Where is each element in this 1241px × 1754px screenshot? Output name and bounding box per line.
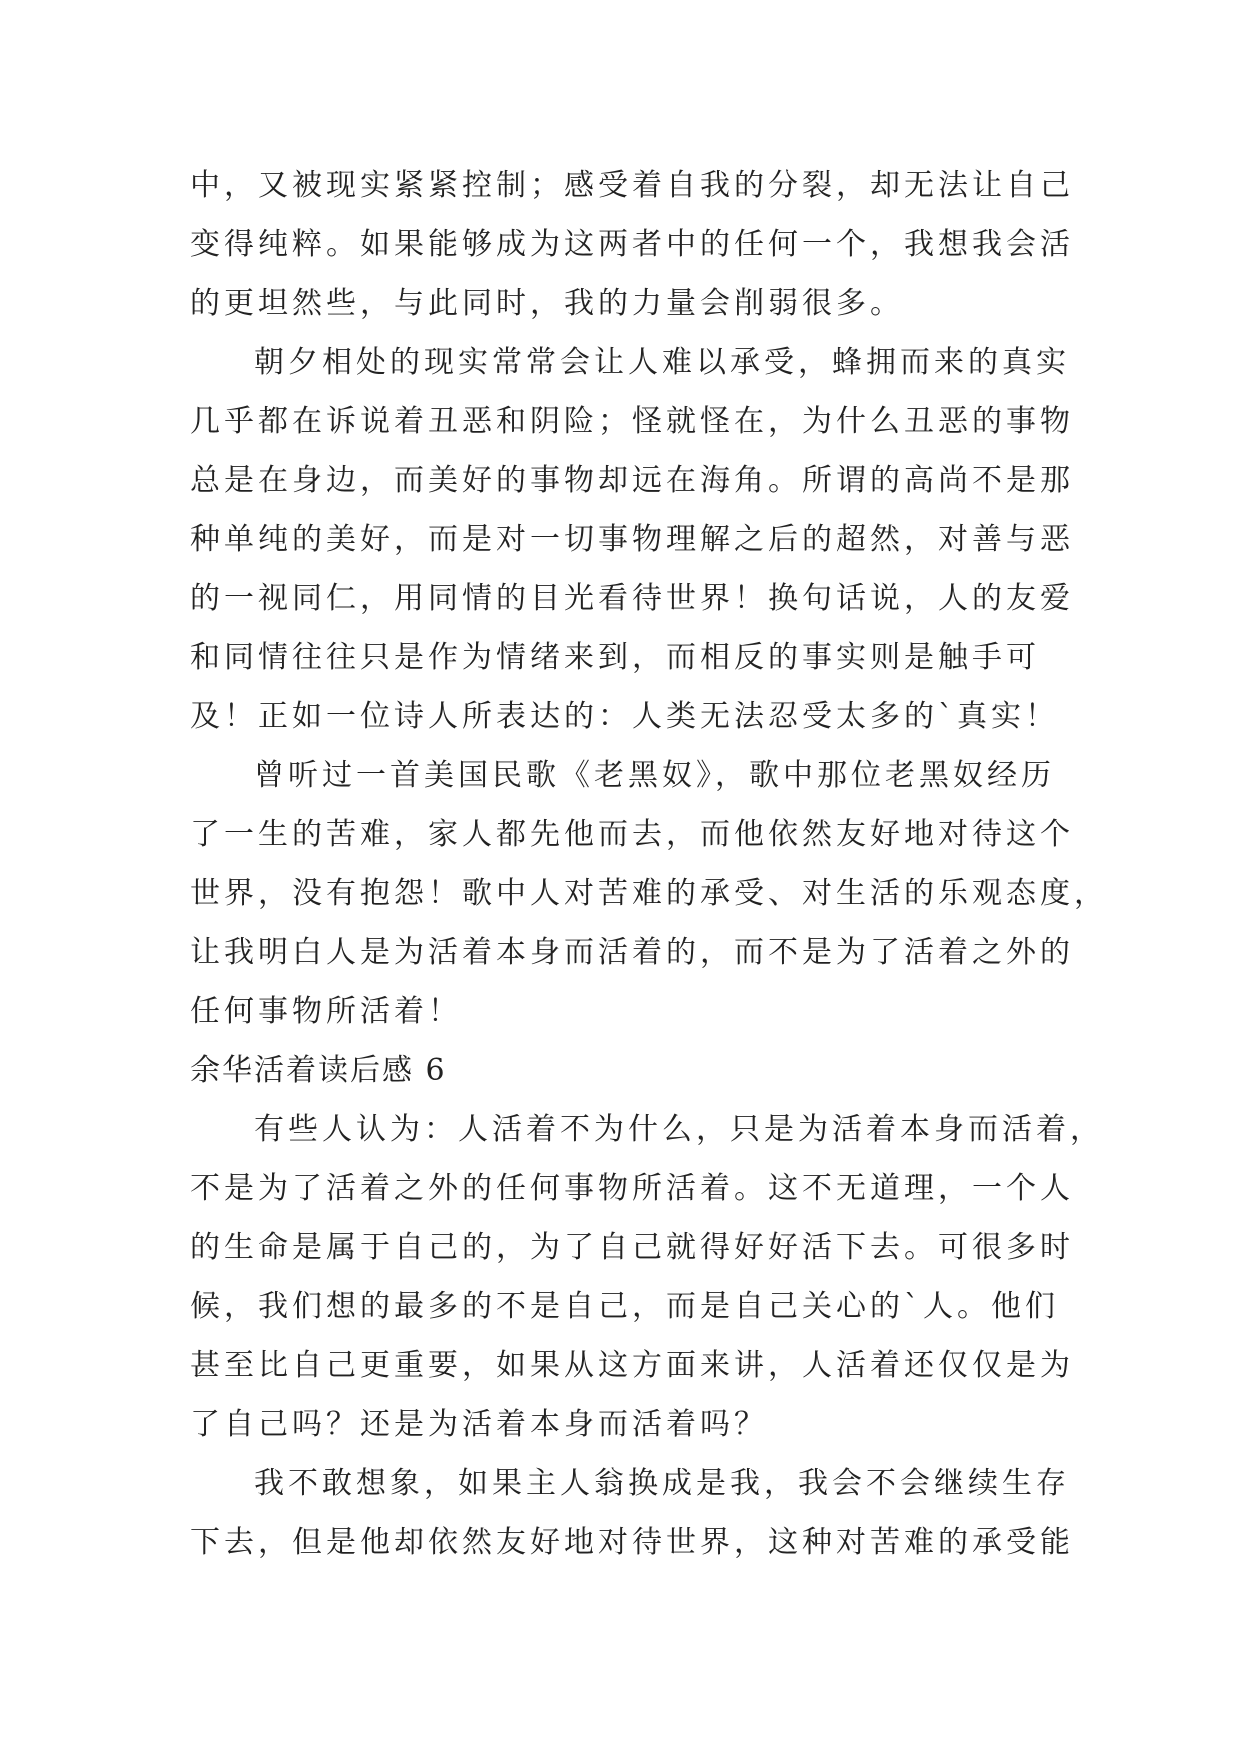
text-line: 变得纯粹。如果能够成为这两者中的任何一个，我想我会活 [190, 227, 1074, 262]
text-line: 让我明白人是为活着本身而活着的，而不是为了活着之外的 [190, 935, 1074, 970]
text-line: 朝夕相处的现实常常会让人难以承受，蜂拥而来的真实 [254, 345, 1070, 380]
text-line: 和同情往往只是作为情绪来到，而相反的事实则是触手可 [190, 640, 1040, 675]
text-line: 的一视同仁，用同情的目光看待世界！换句话说，人的友爱 [190, 581, 1074, 616]
text-line: 世界，没有抱怨！歌中人对苦难的承受、对生活的乐观态度， [190, 876, 1108, 911]
text-line: 总是在身边，而美好的事物却远在海角。所谓的高尚不是那 [190, 463, 1074, 498]
text-line: 种单纯的美好，而是对一切事物理解之后的超然，对善与恶 [190, 522, 1074, 557]
text-line: 的更坦然些，与此同时，我的力量会削弱很多。 [190, 286, 904, 321]
text-line: 不是为了活着之外的任何事物所活着。这不无道理，一个人 [190, 1171, 1074, 1206]
text-line: 曾听过一首美国民歌《老黑奴》，歌中那位老黑奴经历 [254, 758, 1055, 793]
document-body [190, 156, 1108, 1572]
text-line: 下去，但是他却依然友好地对待世界，这种对苦难的承受能 [190, 1525, 1074, 1560]
text-line: 候，我们想的最多的不是自己，而是自己关心的`人。他们 [190, 1289, 1059, 1324]
text-line: 了自己吗？还是为活着本身而活着吗？ [190, 1407, 768, 1442]
text-line: 任何事物所活着！ [190, 994, 462, 1029]
text-line: 几乎都在诉说着丑恶和阴险；怪就怪在，为什么丑恶的事物 [190, 404, 1074, 439]
text-line: 了一生的苦难，家人都先他而去，而他依然友好地对待这个 [190, 817, 1074, 852]
text-line: 及！正如一位诗人所表达的：人类无法忍受太多的`真实！ [190, 699, 1059, 734]
text-line: 甚至比自己更重要，如果从这方面来讲，人活着还仅仅是为 [190, 1348, 1074, 1383]
text-line: 中，又被现实紧紧控制；感受着自我的分裂，却无法让自己 [190, 168, 1074, 203]
text-line: 我不敢想象，如果主人翁换成是我，我会不会继续生存 [254, 1466, 1070, 1501]
text-line: 有些人认为：人活着不为什么，只是为活着本身而活着， [254, 1112, 1104, 1147]
text-line: 的生命是属于自己的，为了自己就得好好活下去。可很多时 [190, 1230, 1074, 1265]
section-heading: 余华活着读后感 6 [190, 1053, 447, 1088]
